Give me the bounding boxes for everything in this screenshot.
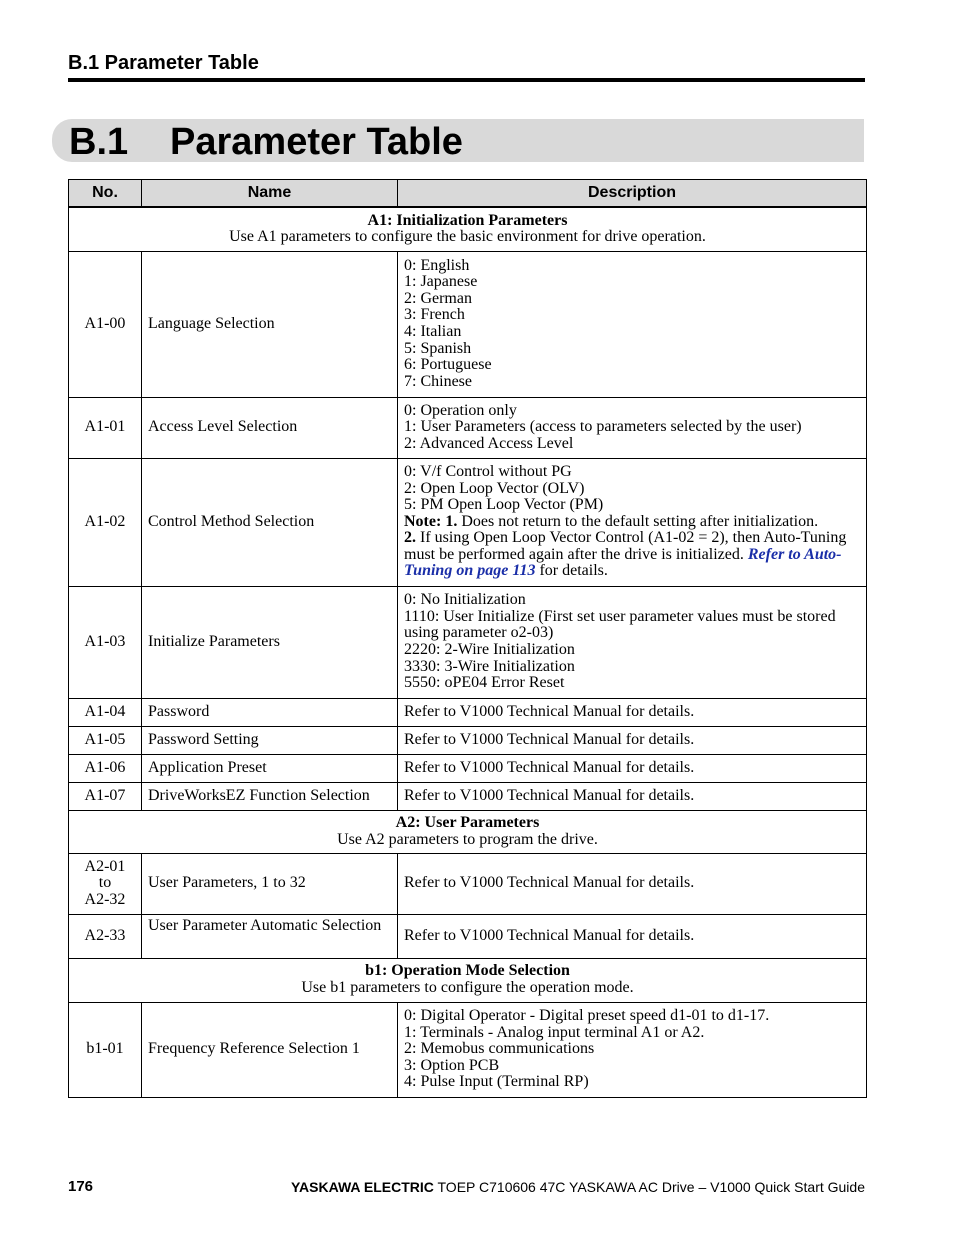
- group-row-a1: [69, 207, 867, 251]
- option-line: 3: French: [404, 306, 465, 324]
- header-no: No.: [69, 180, 142, 208]
- section-banner: [52, 119, 864, 162]
- param-no: [69, 853, 142, 914]
- group-title: A1: Initialization Parameters: [367, 211, 568, 229]
- auto-tuning-link[interactable]: Refer to Auto-Tuning on page 113: [404, 545, 842, 580]
- param-description: Refer to V1000 Technical Manual for details.: [398, 698, 867, 726]
- option-line: 0: Operation only: [404, 401, 517, 419]
- param-no: A1-01: [69, 397, 142, 458]
- param-no: A1-02: [69, 458, 142, 586]
- param-no: A1-03: [69, 586, 142, 698]
- param-no: A2-33: [69, 914, 142, 958]
- param-no: A1-00: [69, 251, 142, 397]
- group-cell: [69, 810, 867, 853]
- option-line: 5: PM Open Loop Vector (PM): [404, 496, 604, 514]
- table-row: [69, 914, 867, 958]
- param-no: A1-06: [69, 754, 142, 782]
- option-line: 0: Digital Operator - Digital preset speed d1-01 to d1-17.: [404, 1007, 770, 1025]
- param-description: Refer to V1000 Technical Manual for details.: [398, 754, 867, 782]
- param-name: Password: [142, 698, 398, 726]
- table-row: [69, 698, 867, 726]
- param-name: DriveWorksEZ Function Selection: [142, 782, 398, 810]
- option-line: 0: English: [404, 256, 470, 274]
- footer-doc-text: TOEP C710606 47C YASKAWA AC Drive – V1000 Quick Start Guide: [433, 1179, 865, 1195]
- param-name: User Parameters, 1 to 32: [142, 853, 398, 914]
- param-no: b1-01: [69, 1002, 142, 1097]
- param-description: Refer to V1000 Technical Manual for details.: [398, 914, 867, 958]
- param-description: [398, 251, 867, 397]
- param-name: Initialize Parameters: [142, 586, 398, 698]
- option-line: 4: Pulse Input (Terminal RP): [404, 1073, 589, 1091]
- group-subtitle: Use b1 parameters to configure the operation mode.: [301, 979, 634, 996]
- param-description: [398, 397, 867, 458]
- param-description: [398, 458, 867, 586]
- option-line: 2: German: [404, 289, 472, 307]
- option-line: 5: Spanish: [404, 339, 472, 357]
- note-2: [404, 530, 860, 580]
- param-name: User Parameter Automatic Selection: [142, 914, 398, 958]
- parameter-table: [68, 179, 867, 1098]
- param-name: Frequency Reference Selection 1: [142, 1002, 398, 1097]
- param-name: Access Level Selection: [142, 397, 398, 458]
- param-no: A1-04: [69, 698, 142, 726]
- option-line: 1: Terminals - Analog input terminal A1 or A2.: [404, 1023, 705, 1041]
- option-line: 1: User Parameters (access to parameters selected by the user): [404, 418, 802, 436]
- option-line: 2: Advanced Access Level: [404, 434, 574, 452]
- param-description: Refer to V1000 Technical Manual for details.: [398, 853, 867, 914]
- option-line: 2: Open Loop Vector (OLV): [404, 479, 585, 497]
- option-line: 3: Option PCB: [404, 1056, 500, 1074]
- table-row: [69, 458, 867, 586]
- group-row-b1: [69, 958, 867, 1002]
- option-line: 4: Italian: [404, 323, 462, 340]
- header-description: Description: [398, 180, 867, 208]
- option-line: 2: Memobus communications: [404, 1040, 595, 1058]
- section-number: B.1: [69, 121, 129, 163]
- group-subtitle: Use A2 parameters to program the drive.: [337, 830, 598, 848]
- option-line: 3330: 3-Wire Initialization: [404, 657, 575, 675]
- note-1-text: Does not return to the default setting after initialization.: [457, 512, 819, 530]
- table-header-row: [69, 180, 867, 208]
- note-2-label: 2.: [404, 529, 416, 547]
- option-line: 6: Portuguese: [404, 356, 492, 374]
- param-name: Language Selection: [142, 251, 398, 397]
- option-line: 5550: oPE04 Error Reset: [404, 674, 565, 692]
- param-description: Refer to V1000 Technical Manual for details.: [398, 782, 867, 810]
- group-title: b1: Operation Mode Selection: [365, 962, 570, 980]
- note-2-text: If using Open Loop Vector Control (A1-02 = 2), then Auto-Tuning must be performed again after the drive is initialized.: [404, 529, 847, 563]
- table-row: [69, 782, 867, 810]
- param-no: A1-07: [69, 782, 142, 810]
- group-row-a2: [69, 810, 867, 853]
- group-cell: [69, 958, 867, 1002]
- option-line: 1110: User Initialize (First set user parameter values must be stored using parameter o2-03): [404, 607, 836, 642]
- param-no-to: to: [98, 874, 112, 892]
- option-line: 7: Chinese: [404, 372, 472, 390]
- header-name: Name: [142, 180, 398, 208]
- param-description: [398, 586, 867, 698]
- option-line: 0: V/f Control without PG: [404, 462, 572, 480]
- table-row: [69, 251, 867, 397]
- param-no: A1-05: [69, 726, 142, 754]
- page-number: 176: [68, 1178, 94, 1195]
- table-row: [69, 726, 867, 754]
- group-title: A2: User Parameters: [395, 813, 540, 831]
- param-name: Application Preset: [142, 754, 398, 782]
- param-no-start: A2-01: [84, 857, 126, 875]
- table-row: [69, 754, 867, 782]
- option-line: 2220: 2-Wire Initialization: [404, 641, 575, 658]
- group-cell: [69, 207, 867, 251]
- footer-document-title: [291, 1179, 865, 1195]
- param-description: Refer to V1000 Technical Manual for details.: [398, 726, 867, 754]
- option-line: 1: Japanese: [404, 273, 478, 291]
- param-no-end: A2-32: [84, 890, 126, 908]
- note-label: Note: 1.: [404, 512, 458, 530]
- footer-company: YASKAWA ELECTRIC: [291, 1179, 434, 1195]
- param-description: [398, 1002, 867, 1097]
- table-row: [69, 397, 867, 458]
- table-row: [69, 853, 867, 914]
- section-title: Parameter Table: [170, 121, 463, 163]
- note-2-tail: for details.: [535, 562, 608, 580]
- table-row: [69, 1002, 867, 1097]
- running-header: B.1 Parameter Table: [68, 52, 865, 82]
- group-subtitle: Use A1 parameters to configure the basic environment for drive operation.: [229, 228, 706, 246]
- option-line: 0: No Initialization: [404, 591, 526, 609]
- table-row: [69, 586, 867, 698]
- param-name: Control Method Selection: [142, 458, 398, 586]
- note-1: [404, 514, 860, 531]
- param-name: Password Setting: [142, 726, 398, 754]
